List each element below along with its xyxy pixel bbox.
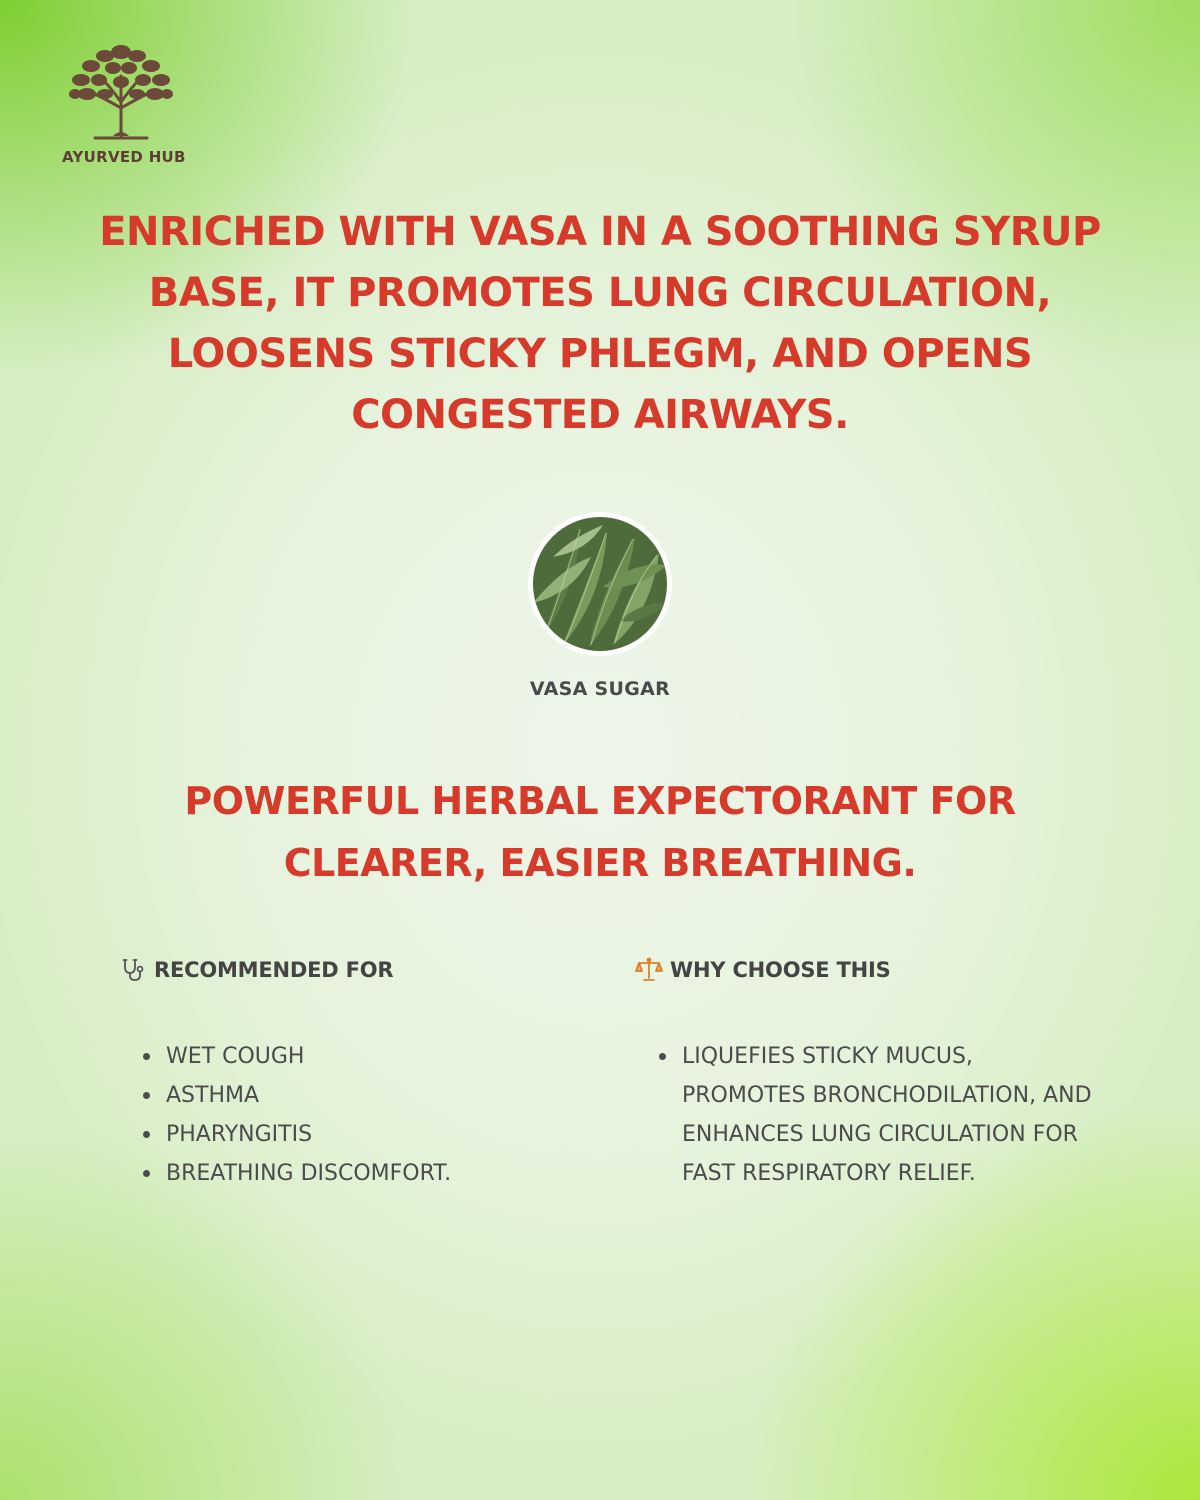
stethoscope-icon <box>118 955 148 985</box>
subheadline: POWERFUL HERBAL EXPECTORANT FOR CLEARER, EASIER BREATHING. <box>184 779 1016 885</box>
balance-scale-icon <box>634 955 664 985</box>
recommended-section <box>118 955 558 1193</box>
recommended-heading <box>118 955 558 985</box>
brand-name: AYURVED HUB <box>62 148 186 166</box>
ingredient <box>0 512 1200 700</box>
brand-logo <box>62 36 186 166</box>
why-section <box>634 955 1104 1193</box>
tree-icon <box>65 36 177 142</box>
list-item: ASTHMA <box>166 1076 558 1115</box>
list-item: WET COUGH <box>166 1037 558 1076</box>
list-item: PHARYNGITIS <box>166 1115 558 1154</box>
why-heading <box>634 955 1104 985</box>
headline: ENRICHED WITH VASA IN A SOOTHING SYRUP BASE, IT PROMOTES LUNG CIRCULATION, LOOSENS STICKY PHLEGM, AND OPENS CONGESTED AIRWAYS. <box>99 209 1101 438</box>
list-item: BREATHING DISCOMFORT. <box>166 1154 558 1193</box>
why-title: WHY CHOOSE THIS <box>670 958 891 982</box>
ingredient-label: VASA SUGAR <box>529 678 671 700</box>
list-item: LIQUEFIES STICKY MUCUS, PROMOTES BRONCHODILATION, AND ENHANCES LUNG CIRCULATION FOR FAST RESPIRATORY RELIEF. <box>682 1037 1102 1193</box>
vasa-leaves-photo <box>528 512 672 656</box>
recommended-title: RECOMMENDED FOR <box>154 958 394 982</box>
recommended-list <box>118 1037 558 1193</box>
why-list <box>634 1037 1104 1193</box>
